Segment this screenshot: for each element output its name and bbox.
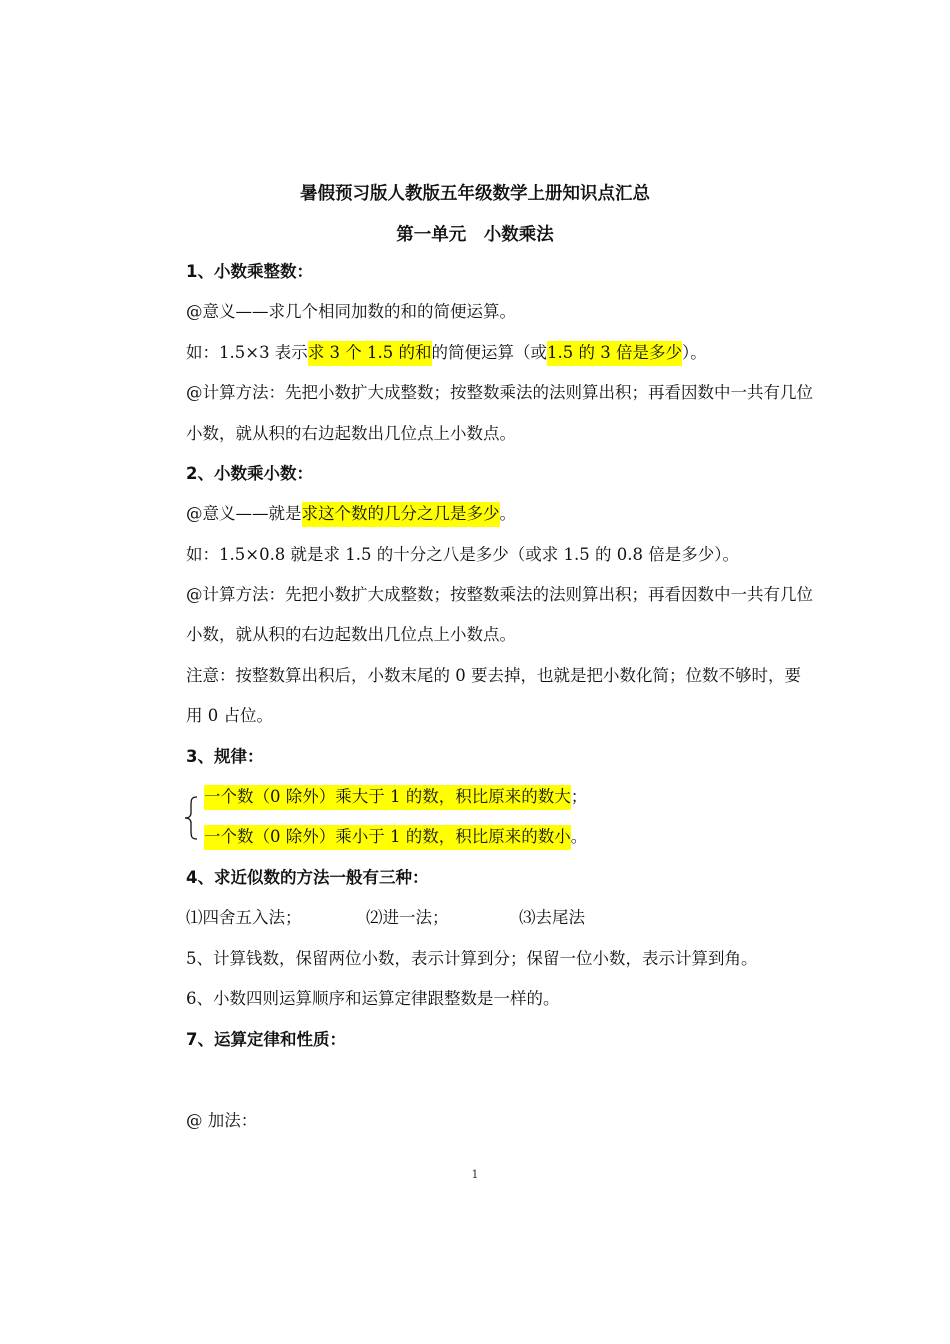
line-6: 6、小数四则运算顺序和运算定律跟整数是一样的。: [186, 989, 560, 1008]
section-1-meaning: @意义——求几个相同加数的和的简便运算。: [186, 302, 516, 321]
section-2-heading: 2、小数乘小数：: [186, 464, 313, 483]
document-title: 暑假预习版人教版五年级数学上册知识点汇总: [300, 184, 650, 204]
method-round-up: ⑵进一法；: [366, 908, 449, 927]
section-1-method-line1: @计算方法：先把小数扩大成整数；按整数乘法的法则算出积；再看因数中一共有几位: [186, 383, 813, 402]
highlight-fraction: 求这个数的几分之几是多少: [302, 502, 500, 527]
page-number: 1: [471, 1168, 479, 1181]
section-2-note-line2: 用 0 占位。: [186, 706, 273, 725]
rule-1-end: ；: [570, 787, 588, 806]
section-4-heading: 4、求近似数的方法一般有三种：: [186, 868, 429, 887]
section-1-method-line2: 小数，就从积的右边起数出几位点上小数点。: [186, 424, 516, 443]
highlight-times: 1.5 的 3 倍是多少: [547, 341, 682, 366]
rule-2-end: 。: [570, 827, 588, 846]
unit-title: 第一单元 小数乘法: [396, 225, 554, 245]
section-1-heading: 1、小数乘整数：: [186, 262, 313, 281]
highlight-rule-2: 一个数（0 除外）乘小于 1 的数，积比原来的数小: [204, 825, 571, 850]
method-truncate: ⑶去尾法: [519, 908, 585, 927]
example-prefix: 如：1.5×3 表示: [186, 343, 308, 362]
section-2-note-line1: 注意：按整数算出积后，小数末尾的 0 要去掉，也就是把小数化简；位数不够时，要: [186, 666, 801, 685]
section-2-method-line1: @计算方法：先把小数扩大成整数；按整数乘法的法则算出积；再看因数中一共有几位: [186, 585, 813, 604]
section-7-heading: 7、运算定律和性质：: [186, 1030, 346, 1049]
section-2-meaning: [186, 503, 516, 525]
example-middle: 的简便运算（或: [431, 343, 548, 362]
section-4-methods: [186, 907, 585, 929]
highlight-rule-1: 一个数（0 除外）乘大于 1 的数，积比原来的数大: [204, 785, 571, 810]
section-1-example: [186, 342, 707, 364]
section-2-method-line2: 小数，就从积的右边起数出几位点上小数点。: [186, 625, 516, 644]
line-5: 5、计算钱数，保留两位小数，表示计算到分；保留一位小数，表示计算到角。: [186, 949, 758, 968]
rule-1: [204, 786, 587, 808]
method-rounding: ⑴四舍五入法；: [186, 908, 302, 927]
rule-2: [204, 826, 587, 848]
section-3-heading: 3、规律：: [186, 747, 264, 766]
meaning-prefix: @意义——就是: [186, 504, 302, 523]
meaning-suffix: 。: [499, 504, 516, 523]
brace-icon: [183, 796, 203, 840]
section-2-example: 如：1.5×0.8 就是求 1.5 的十分之八是多少（或求 1.5 的 0.8 倍是多少）。: [186, 545, 739, 564]
example-suffix: ）。: [682, 343, 707, 362]
addition-label: @ 加法：: [186, 1111, 258, 1130]
highlight-sum: 求 3 个 1.5 的和: [308, 341, 432, 366]
